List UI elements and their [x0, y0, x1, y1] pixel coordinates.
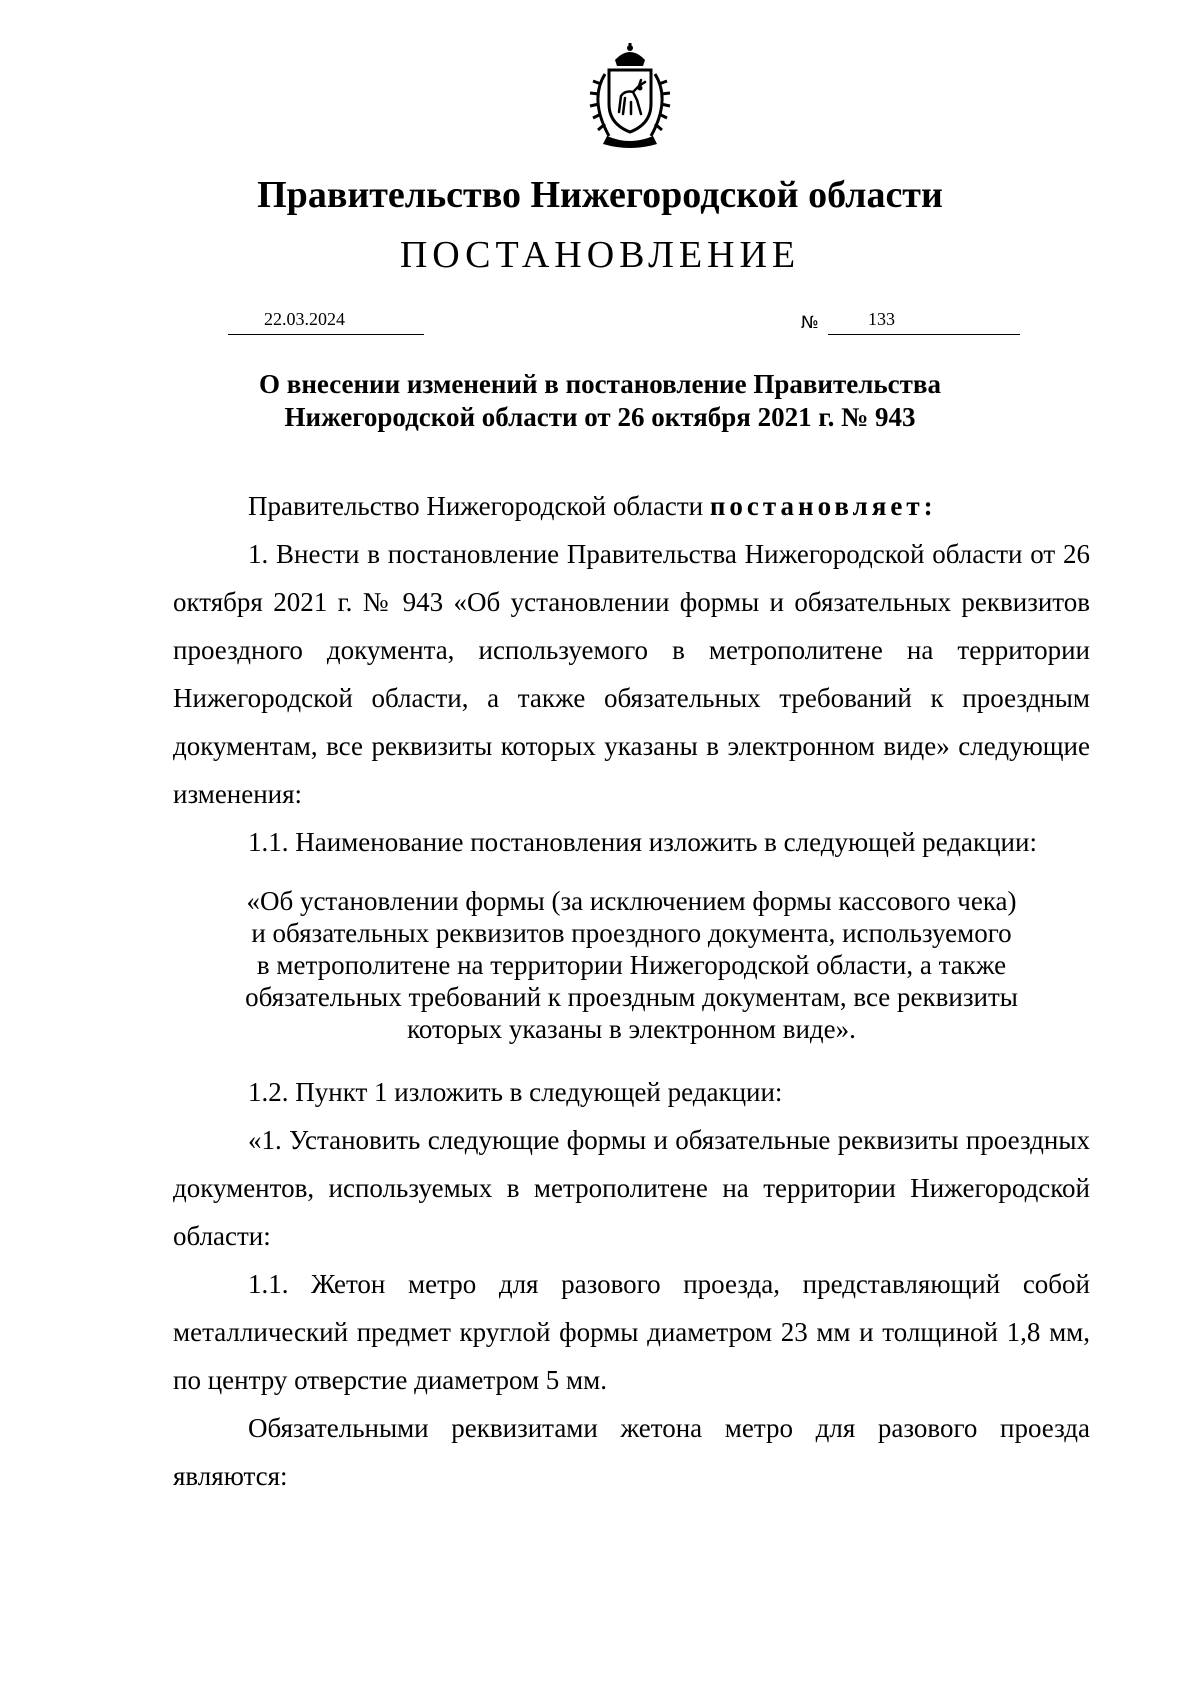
paragraph-1-1: [173, 818, 1090, 866]
paragraph-text: 1.2. Пункт 1 изложить в следующей редакции:: [248, 1077, 783, 1107]
document-date: 22.03.2024: [264, 309, 345, 329]
quote-line: которых указаны в электронном виде».: [407, 1014, 856, 1044]
subject-line: Нижегородской области от 26 октября 2021 г. № 943: [284, 402, 916, 432]
quote-line: и обязательных реквизитов проездного документа, используемого: [251, 918, 1012, 948]
quote-line: «Об установлении формы (за исключением формы кассового чека): [246, 886, 1017, 916]
subject-line: О внесении изменений в постановление Правительства: [259, 369, 941, 399]
paragraph-text: Обязательными реквизитами жетона метро для разового проезда являются:: [173, 1413, 1090, 1491]
paragraph-text: 1. Внести в постановление Правительства Нижегородской области от 26 октября 2021 г. № 943 «Об установлении формы и обязательных реквизитов проездного документа, используемого в метрополитене на территории Нижегородской области, а также обязательных требований к проездным документам, все реквизиты которых указаны в электронном виде» следующие изменения:: [173, 539, 1090, 809]
paragraph-text: 1.1. Жетон метро для разового проезда, представляющий собой металлический предмет круглой формы диаметром 23 мм и толщиной 1,8 мм, по центру отверстие диаметром 5 мм.: [173, 1269, 1090, 1395]
paragraph-text: 1.1. Наименование постановления изложить в следующей редакции:: [248, 827, 1037, 857]
quoted-title-block: [173, 885, 1090, 1045]
paragraph-1: [173, 530, 1090, 818]
requirements-paragraph: [173, 1404, 1090, 1500]
number-label: №: [801, 313, 819, 333]
paragraph-text: «1. Установить следующие формы и обязательные реквизиты проездных документов, используемых в метрополитене на территории Нижегородской области:: [173, 1125, 1090, 1251]
quote-line: в метрополитене на территории Нижегородской области, а также: [256, 950, 1007, 980]
document-type: ПОСТАНОВЛЕНИЕ: [399, 234, 801, 276]
preamble: [173, 482, 1090, 530]
document-number: 133: [868, 309, 895, 329]
document-subject: [0, 368, 1200, 434]
preamble-verb: постановляет:: [709, 491, 937, 521]
quoted-paragraph-1-1: [173, 1260, 1090, 1404]
paragraph-1-2: [173, 1068, 1090, 1116]
preamble-text: Правительство Нижегородской области: [248, 491, 710, 521]
quoted-paragraph-1: [173, 1116, 1090, 1260]
document-number-field: [828, 308, 1020, 335]
document-date-field: [228, 308, 424, 335]
coat-of-arms-emblem: [575, 40, 685, 150]
quote-line: обязательных требований к проездным документам, все реквизиты: [245, 982, 1018, 1012]
government-title: Правительство Нижегородской области: [257, 174, 943, 216]
